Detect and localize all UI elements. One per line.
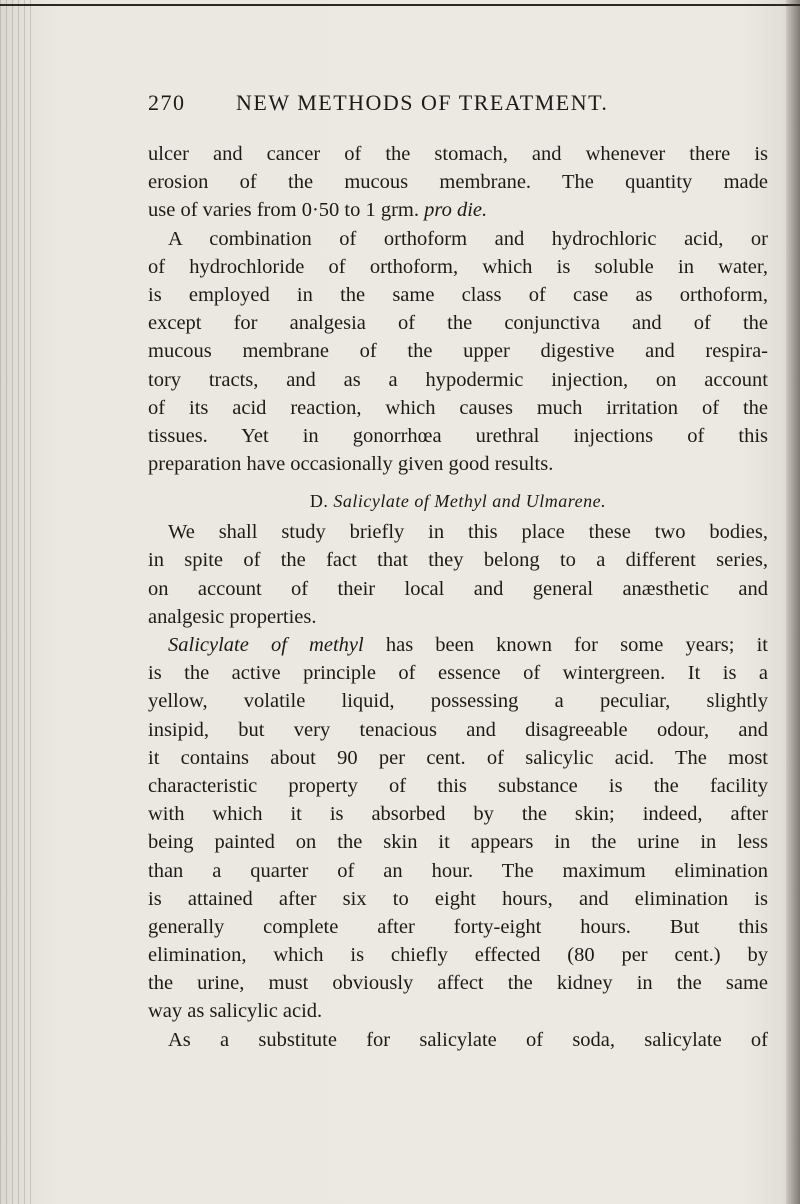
text-line: generally complete after forty-eight hours. But this [148, 915, 768, 938]
text-line: with which it is absorbed by the skin; indeed, after [148, 803, 768, 826]
text-line: preparation have occasionally given good results. [148, 453, 554, 476]
text-line: it contains about 90 per cent. of salicylic acid. The most [148, 746, 768, 769]
text-line: characteristic property of this substance is the facility [148, 774, 768, 797]
text-line: the urine, must obviously affect the kidney in the same [148, 972, 768, 995]
text-line: mucous membrane of the upper digestive and respira- [148, 340, 768, 363]
text-line: of its acid reaction, which causes much irritation of the [148, 396, 768, 419]
section-letter: D. [309, 491, 334, 512]
text-line: A combination of orthoform and hydrochloric acid, or [168, 227, 768, 250]
section-title: Salicylate of Methyl and Ulmarene. [333, 491, 607, 512]
text-line: in spite of the fact that they belong to a different series, [148, 549, 768, 572]
text-line: except for analgesia of the conjunctiva and of the [148, 312, 768, 335]
text-line: is attained after six to eight hours, and elimination is [148, 887, 768, 910]
text-line: As a substitute for salicylate of soda, salicylate of [168, 1028, 768, 1051]
text-line: than a quarter of an hour. The maximum elimination [148, 859, 768, 882]
section-heading [148, 484, 768, 518]
text-line: is employed in the same class of case as orthoform, [148, 283, 768, 306]
text-line: yellow, volatile liquid, possessing a peculiar, slightly [148, 690, 768, 713]
text-line: being painted on the skin it appears in the urine in less [148, 831, 768, 854]
text-line: tory tracts, and as a hypodermic injection, on account [148, 368, 768, 391]
text-line: erosion of the mucous membrane. The quantity made [148, 171, 768, 194]
text-line: analgesic properties. [148, 605, 317, 628]
text-line: We shall study briefly in this place these two bodies, [168, 521, 768, 544]
text-line [148, 631, 768, 659]
text-line [148, 196, 768, 224]
body-text [148, 140, 768, 1054]
text-line: on account of their local and general anæsthetic and [148, 577, 768, 600]
page-edge-shadow [786, 0, 800, 1204]
page-number: 270 [148, 90, 186, 115]
book-spine-shadow [0, 0, 34, 1204]
text-fragment: use of varies from 0·50 to 1 grm. [148, 199, 425, 222]
text-line: is the active principle of essence of wintergreen. It is a [148, 662, 768, 685]
top-border-line [0, 4, 800, 6]
running-header [148, 90, 768, 116]
text-line: tissues. Yet in gonorrhœa urethral injections of this [148, 424, 768, 447]
running-title: NEW METHODS OF TREATMENT. [236, 90, 609, 115]
text-line: insipid, but very tenacious and disagreeable odour, and [148, 718, 768, 741]
text-line: of hydrochloride of orthoform, which is soluble in water, [148, 255, 768, 278]
text-line: elimination, which is chiefly effected (80 per cent.) by [148, 944, 768, 967]
italic-term: Salicylate of methyl [168, 634, 364, 656]
text-line: way as salicylic acid. [148, 1000, 323, 1023]
italic-term: pro die. [424, 199, 488, 222]
text-line: ulcer and cancer of the stomach, and whenever there is [148, 143, 768, 165]
text-fragment: has been known for some years; it [363, 634, 769, 656]
